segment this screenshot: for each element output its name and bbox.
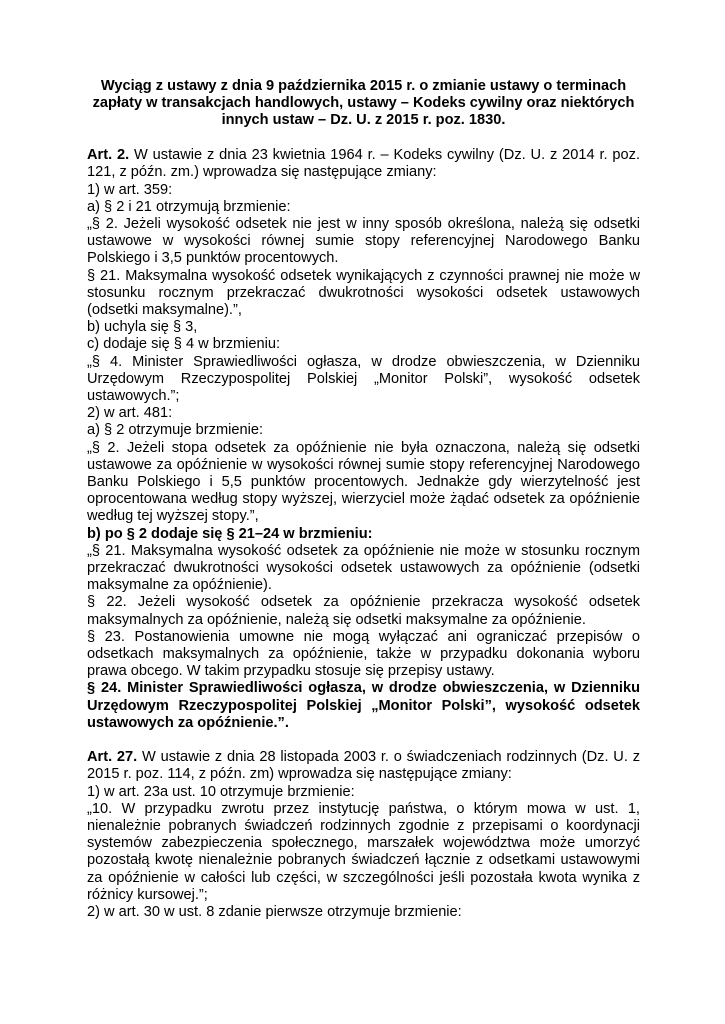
art-27-point-2: 2) w art. 30 w ust. 8 zdanie pierwsze otrzymuje brzmienie:: [87, 904, 462, 921]
art-481-par-2: „§ 2. Jeżeli stopa odsetek za opóźnienie nie była oznaczona, należą się odsetki ustawowe za opóźnienie w wysokości równej sumie stopy referencyjnej Narodowego Banku Polskiego i 5,5 punktów procentowych. Jednakże gdy wierzytelność jest oprocentowana według stopy wyższej, wierzyciel może żądać odsetek za opóźnienie według tej wyższej stopy.”,: [87, 439, 640, 525]
art-2-point-2: 2) w art. 481:: [87, 405, 173, 422]
art-2-point-1c: c) dodaje się § 4 w brzmieniu:: [87, 336, 281, 353]
art-481-par-22: § 22. Jeżeli wysokość odsetek za opóźnienie przekracza wysokość odsetek maksymalnych za opóźnienie, należą się odsetki maksymalne za opóźnienie.: [87, 594, 640, 628]
art-27-label: Art. 27.: [87, 749, 138, 766]
art-2-point-2a: a) § 2 otrzymuje brzmienie:: [87, 422, 264, 439]
document-title: Wyciąg z ustawy z dnia 9 października 2015 r. o zmianie ustawy o terminach zapłaty w transakcjach handlowych, ustawy – Kodeks cywilny oraz niektórych innych ustaw – Dz. U. z 2015 r. poz. 1830.: [92, 78, 635, 129]
art-2-intro-text: W ustawie z dnia 23 kwietnia 1964 r. – Kodeks cywilny (Dz. U. z 2014 r. poz. 121, z późn. zm.) wprowadza się następujące zmiany:: [87, 147, 641, 181]
art-359-par-2: „§ 2. Jeżeli wysokość odsetek nie jest w inny sposób określona, należą się odsetki ustawowe w wysokości równej sumie stopy referencyjnej Narodowego Banku Polskiego i 3,5 punktów procentowych.: [87, 215, 640, 267]
art-27-point-1: 1) w art. 23a ust. 10 otrzymuje brzmienie:: [87, 783, 355, 800]
art-27-intro: [87, 749, 640, 783]
art-2-point-1: 1) w art. 359:: [87, 181, 173, 198]
art-2-point-1b: b) uchyla się § 3,: [87, 319, 198, 336]
art-2-intro: [87, 147, 640, 181]
art-359-par-21: § 21. Maksymalna wysokość odsetek wynikających z czynności prawnej nie może w stosunku rocznym przekraczać dwukrotności wysokości odsetek ustawowych (odsetki maksymalne).”,: [87, 267, 640, 318]
art-481-par-23: § 23. Postanowienia umowne nie mogą wyłączać ani ograniczać przepisów o odsetkach maksymalnych za opóźnienie, także w przypadku dokonania wyboru prawa obcego. W takim przypadku stosuje się przepisy ustawy.: [87, 628, 640, 680]
paragraph-gap: [87, 732, 640, 749]
art-23a-ust-10: „10. W przypadku zwrotu przez instytucję państwa, o którym mowa w ust. 1, nienależnie pobranych świadczeń rodzinnych zgodnie z przepisami o koordynacji systemów zabezpieczenia społecznego, marszałek województwa może umorzyć pozostałą kwotę nienależnie pobranych świadczeń łącznie z odsetkami ustawowymi za opóźnienie w całości lub części, w szczególności jeśli pozostała kwota wynika z różnicy kursowej.”;: [87, 800, 640, 903]
art-481-par-21: „§ 21. Maksymalna wysokość odsetek za opóźnienie nie może w stosunku rocznym przekraczać dwukrotności wysokości odsetek ustawowych za opóźnienie (odsetki maksymalne za opóźnienie).: [87, 542, 640, 594]
art-2-point-2b: b) po § 2 dodaje się § 21–24 w brzmieniu:: [87, 525, 373, 542]
art-481-par-24: § 24. Minister Sprawiedliwości ogłasza, w drodze obwieszczenia, w Dzienniku Urzędowym Rzeczypospolitej Polskiej „Monitor Polski”, wysokość odsetek ustawowych za opóźnienie.”.: [87, 680, 640, 731]
art-2-label: Art. 2.: [87, 147, 130, 164]
art-359-par-4: „§ 4. Minister Sprawiedliwości ogłasza, w drodze obwieszczenia, w Dzienniku Urzędowym Rzeczypospolitej Polskiej „Monitor Polski”, wysokość odsetek ustawowych.”;: [87, 353, 640, 404]
art-27-intro-text: W ustawie z dnia 28 listopada 2003 r. o świadczeniach rodzinnych (Dz. U. z 2015 r. poz. 114, z późn. zm) wprowadza się następujące zmiany:: [87, 749, 640, 783]
document-page: [87, 78, 640, 921]
art-2-point-1a: a) § 2 i 21 otrzymują brzmienie:: [87, 198, 291, 215]
